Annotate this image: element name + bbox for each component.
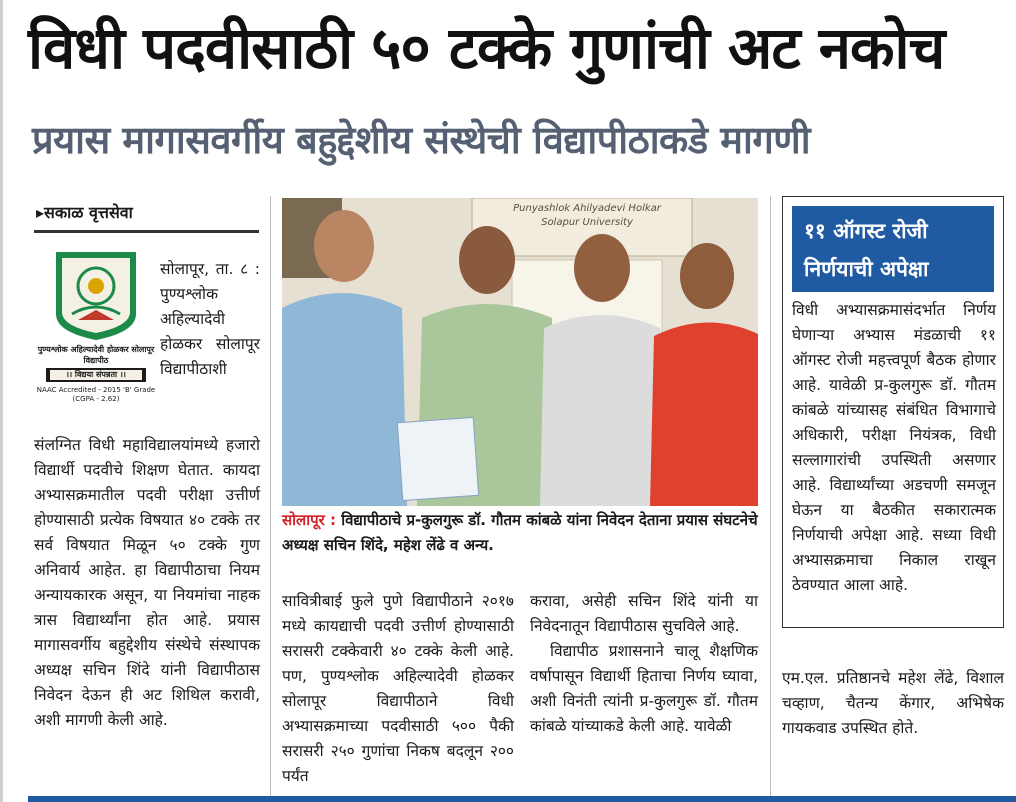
caption-location: सोलापूर : [282, 511, 336, 529]
article-col2: सावित्रीबाई फुले पुणे विद्यापीठाने २०१७ मध्ये कायद्याची पदवी उत्तीर्ण होण्यासाठी सरासरी टक्केवारी ४० टक्के केली आहे. पण, पुण्यश्लोक अहिल्यादेवी होळकर सोलापूर विद्यापीठाने विधी अभ्यासक्रमाच्या पदवीसाठी ५०० पैकी सरासरी २५० गुणांचा निकष बदलून २०० पर्यंत [282, 592, 514, 785]
news-photo [282, 198, 758, 506]
logo-accreditation: NAAC Accredited - 2015 'B' Grade (CGPA - 2.62) [36, 386, 156, 403]
byline-divider [34, 230, 259, 233]
article-col1-top: सोलापूर, ता. ८ : पुण्यश्लोक अहिल्यादेवी होळकर सोलापूर विद्यापीठाशी [160, 260, 260, 378]
photo-caption [282, 508, 762, 558]
logo-ribbon-text: ।। विद्यया संपन्नता ।। [66, 370, 126, 379]
byline: ▸सकाळ वृत्तसेवा [36, 203, 133, 222]
sidebar-body: विधी अभ्यासक्रमासंदर्भात निर्णय घेणाऱ्या अभ्यास मंडळाची ११ ऑगस्ट रोजी महत्त्वपूर्ण बैठक होणार आहे. यावेळी प्र-कुलगुरू डॉ. गौतम कांबळे यांच्यासह संबंधित विभागाचे अधिकारी, परीक्षा नियंत्रक, विधी सल्लागारांची उपस्थिती असणार आहे. विद्यार्थ्यांच्या अडचणी समजून घेऊन या बैठकीत सकारात्मक निर्णयाची अपेक्षा आहे. सध्या विधी अभ्यासक्रमाचा निकाल राखून ठेवण्यात आला आहे. [792, 301, 996, 594]
byline-text: सकाळ वृत्तसेवा [44, 203, 133, 222]
article-col3-para2: विद्यापीठ प्रशासनाने चालू शैक्षणिक वर्षापासून विद्यार्थी हिताचा निर्णय घ्यावा, अशी विनंती त्यांनी प्र-कुलगुरू डॉ. गौतम कांबळे यांच्याकडे केली आहे. यावेळी [530, 642, 758, 735]
photo-illustration [282, 198, 758, 506]
article-col1-bottom: संलग्नित विधी महाविद्यालयांमध्ये हजारो विद्यार्थी पदवीचे शिक्षण घेतात. कायदा अभ्यासक्रमातील पदवी परीक्षा उत्तीर्ण होण्यासाठी प्रत्येक विषयात ४० टक्के तर सर्व विषयात मिळून ५० टक्के गुण अनिवार्य आहेत. हा विद्यापीठाचा नियम अन्यायकारक असून, या नियमांचा नाहक त्रास विद्यार्थ्यांना होत आहे. प्रयास मागासवर्गीय बहुद्देशीय संस्थेचे संस्थापक अध्यक्ष सचिन शिंदे यांनी विद्यापीठास निवेदन देऊन ही अट शिथिल करावी, अशी मागणी केली आहे. [34, 436, 260, 729]
photo-banner-line2: Solapur University [541, 217, 633, 228]
headline: विधी पदवीसाठी ५० टक्के गुणांची अट नकोच [28, 14, 945, 82]
caption-text: विद्यापीठाचे प्र-कुलगुरू डॉ. गौतम कांबळे यांना निवेदन देताना प्रयास संघटनेचे अध्यक्ष सचिन शिंदे, महेश लेंढे व अन्य. [282, 511, 758, 554]
article-col4-bottom: एम.एल. प्रतिष्ठानचे महेश लेंढे, विशाल चव्हाण, चैतन्य केंगार, अभिषेक गायकवाड उपस्थित होते. [782, 669, 1004, 737]
column-divider [270, 196, 271, 796]
article-col3-para1: करावा, असेही सचिन शिंदे यांनी या निवेदनातून विद्यापीठास सुचविले आहे. [530, 592, 758, 635]
subheadline: प्रयास मागासवर्गीय बहुद्देशीय संस्थेची विद्यापीठाकडे मागणी [32, 118, 811, 162]
photo-banner-line1: Punyashlok Ahilyadevi Holkar [513, 203, 661, 214]
column-divider [770, 196, 771, 796]
article-col3 [530, 589, 758, 739]
university-logo [36, 244, 156, 414]
bottom-accent-bar [28, 796, 1016, 802]
sidebar-title: ११ ऑगस्ट रोजी निर्णयाची अपेक्षा [792, 206, 994, 292]
logo-name-text: पुण्यश्लोक अहिल्यादेवी होळकर सोलापूर विद्यापीठ [37, 345, 155, 365]
page-left-border [0, 0, 3, 802]
